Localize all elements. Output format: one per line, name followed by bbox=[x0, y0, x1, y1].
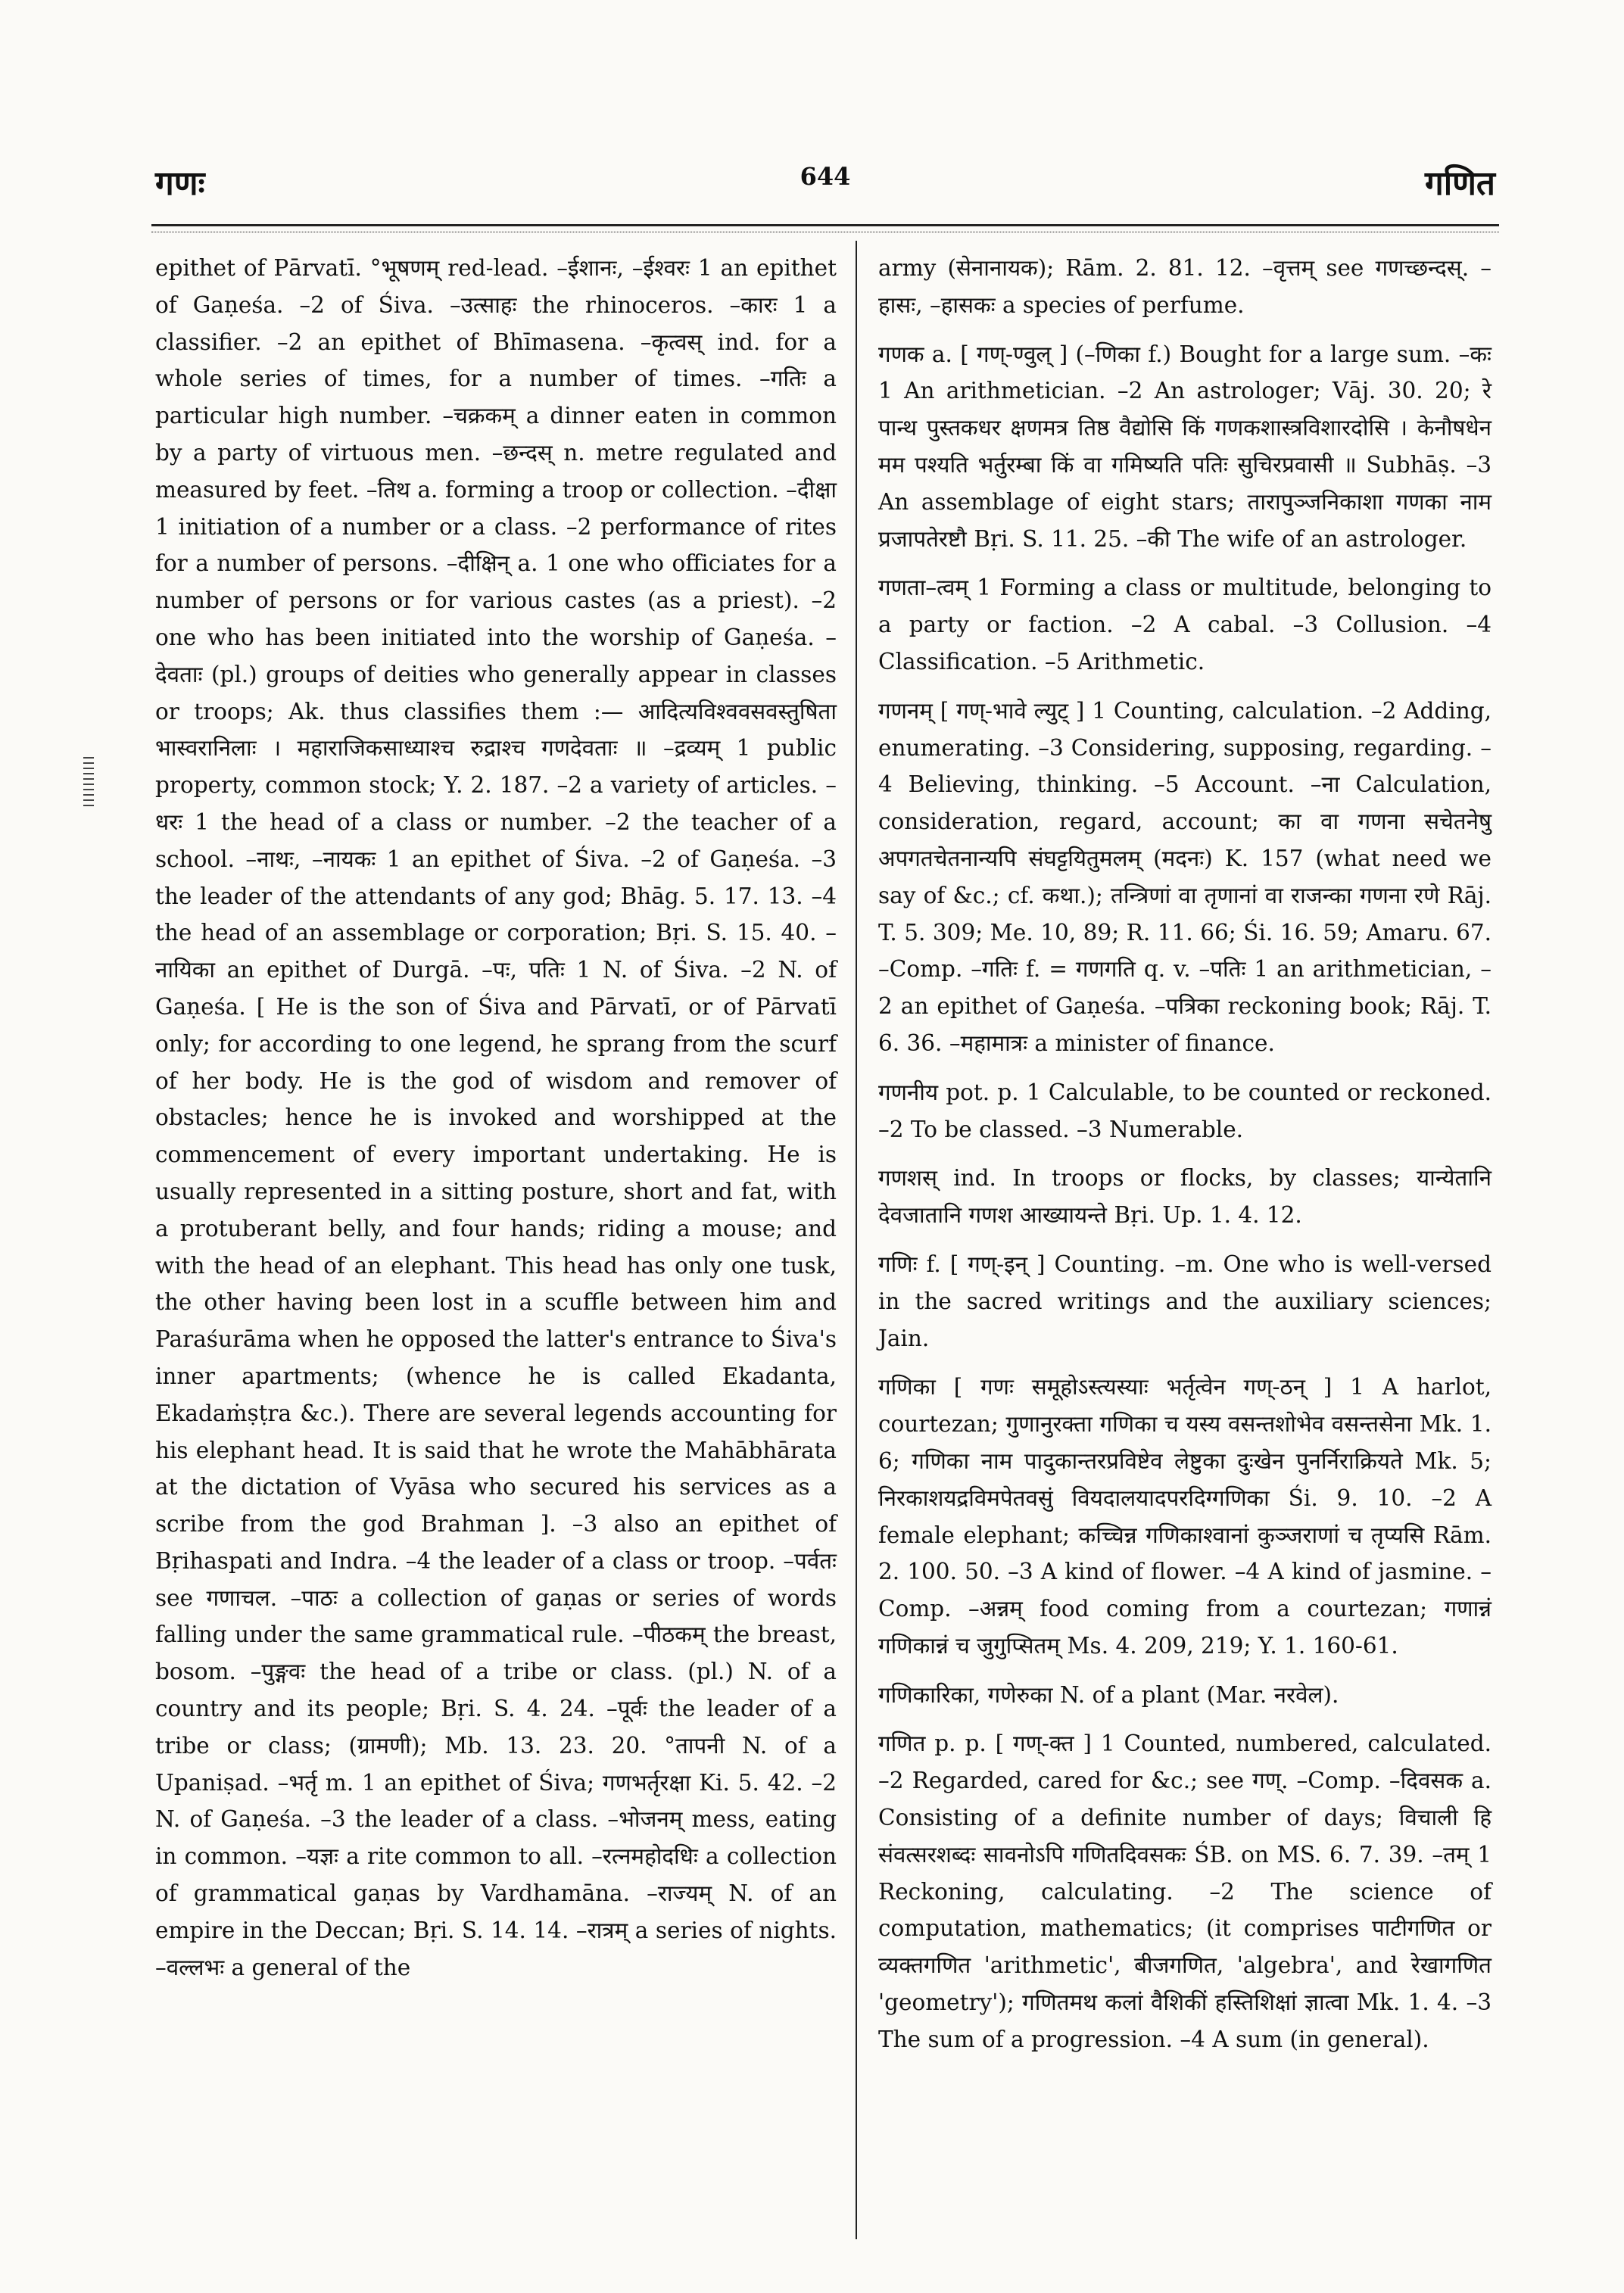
dictionary-entry bbox=[878, 1369, 1492, 1664]
dictionary-entry bbox=[878, 336, 1492, 558]
dictionary-entry bbox=[878, 1160, 1492, 1234]
dictionary-entry bbox=[155, 250, 837, 1986]
entry-text: गणक a. [ गण्-ण्वुल् ] (–णिका f.) Bought for a large sum. –कः 1 An arithmetician. –2 An astrologer; Vāj. 30. 20; रे पान्थ पुस्तकधर क्षणमत्र तिष्ठ वैद्योसि किं गणकशास्त्रविशारदोसि । केनौषधेन मम पश्यति भर्तुरम्बा किं वा गमिष्यति पतिः सुचिरप्रवासी ॥ Subhāṣ. –3 An assemblage of eight stars; तारापुञ्जनिकाशा गणका नाम प्रजापतेरष्टौ Bṛi. S. 11. 25. –की The wife of an astrologer. bbox=[878, 341, 1492, 552]
header-rule bbox=[151, 224, 1499, 226]
dictionary-entry bbox=[878, 1725, 1492, 2058]
entry-text: गणिकारिका, गणेरुका N. of a plant (Mar. नरवेल). bbox=[878, 1681, 1339, 1708]
entry-text: गणनम् [ गण्-भावे ल्युट् ] 1 Counting, calculation. –2 Adding, enumerating. –3 Considering, supposing, regarding. –4 Believing, thinking. –5 Account. –ना Calculation, consideration, regard, account; का वा गणना सचेतनेषु अपगतचेतनान्यपि संघट्टयितुमलम् (मदनः) K. 157 (what need we say of &c.; cf. कथा.); तन्त्रिणां वा तृणानां वा राजन्का गणना रणे Rāj. T. 5. 309; Me. 10, 89; R. 11. 66; Śi. 16. 59; Amaru. 67. –Comp. –गतिः f. = गणगति q. v. –पतिः 1 an arithmetician, –2 an epithet of Gaṇeśa. –पत्रिका reckoning book; Rāj. T. 6. 36. –महामात्रः a minister of finance. bbox=[878, 697, 1492, 1056]
dictionary-entry bbox=[878, 1677, 1492, 1714]
page-number: 644 bbox=[800, 162, 851, 191]
right-column bbox=[878, 250, 1492, 2070]
right-guide-word: गणित bbox=[1424, 164, 1495, 203]
dictionary-entry bbox=[878, 250, 1492, 324]
dictionary-entry bbox=[878, 1246, 1492, 1357]
left-guide-word: गणः bbox=[155, 164, 205, 203]
dictionary-entry bbox=[878, 569, 1492, 680]
page-header bbox=[155, 151, 1495, 220]
dictionary-entry bbox=[878, 693, 1492, 1062]
margin-mark bbox=[83, 757, 94, 810]
entry-text: गणनीय pot. p. 1 Calculable, to be counted or reckoned. –2 To be classed. –3 Numerable. bbox=[878, 1079, 1492, 1142]
entry-text: गणित p. p. [ गण्-क्त ] 1 Counted, numbered, calculated. –2 Regarded, cared for &c.; see गण्. –Comp. –दिवसक a. Consisting of a definite number of days; विचाली हि संवत्सरशब्दः सावनोऽपि गणितदिवसकः ŚB. on MS. 6. 7. 39. –तम् 1 Reckoning, calculating. –2 The science of computation, mathematics; (it comprises पाटीगणित or व्यक्तगणित 'arithmetic', बीजगणित, 'algebra', and रेखागणित 'geometry'); गणितमथ कलां वैशिकीं हस्तिशिक्षां ज्ञात्वा Mk. 1. 4. –3 The sum of a progression. –4 A sum (in general). bbox=[878, 1731, 1492, 2052]
entry-text: गणिः f. [ गण्-इन् ] Counting. –m. One who is well-versed in the sacred writings and the auxiliary sciences; Jain. bbox=[878, 1251, 1492, 1351]
entry-text: army (सेनानायक); Rām. 2. 81. 12. –वृत्तम् see गणच्छन्दस्. –हासः, –हासकः a species of perfume. bbox=[878, 255, 1492, 318]
entry-text: epithet of Pārvatī. °भूषणम् red-lead. –ईशानः, –ईश्वरः 1 an epithet of Gaṇeśa. –2 of Śiva. –उत्साहः the rhinoceros. –कारः 1 a classifier. –2 an epithet of Bhīmasena. –कृत्वस् ind. for a whole series of times, for a number of times. –गतिः a particular high number. –चक्रकम् a dinner eaten in common by a party of virtuous men. –छन्दस् n. metre regulated and measured by feet. –तिथ a. forming a troop or collection. –दीक्षा 1 initiation of a number or a class. –2 performance of rites for a number of persons. –दीक्षिन् a. 1 one who officiates for a number of persons or for various castes (as a priest). –2 one who has been initiated into the worship of Gaṇeśa. –देवताः (pl.) groups of deities who generally appear in classes or troops; Ak. thus classifies them :— आदित्यविश्ववसवस्तुषिता भास्वरानिलाः । महाराजिकसाध्याश्च रुद्राश्च गणदेवताः ॥ –द्रव्यम् 1 public property, common stock; Y. 2. 187. –2 a variety of articles. –धरः 1 the head of a class or number. –2 the teacher of a school. –नाथः, –नायकः 1 an epithet of Śiva. –2 of Gaṇeśa. –3 the leader of the attendants of any god; Bhāg. 5. 17. 13. –4 the head of an assemblage or corporation; Bṛi. S. 15. 40. –नायिका an epithet of Durgā. –पः, पतिः 1 N. of Śiva. –2 N. of Gaṇeśa. [ He is the son of Śiva and Pārvatī, or of Pārvatī only; for according to one legend, he sprang from the scurf of her body. He is the god of wisdom and remover of obstacles; hence he is invoked and worshipped at the commencement of every important undertaking. He is usually represented in a sitting posture, short and fat, with a protuberant belly, and four hands; riding a mouse; and with the head of an elephant. This head has only one tusk, the other having been lost in a scuffle between him and Paraśurāma when he opposed the latter's entrance to Śiva's inner apartments; (whence he is called Ekadanta, Ekadaṁṣṭra &c.). There are several legends accounting for his elephant head. It is said that he wrote the Mahābhārata at the dictation of Vyāsa who secured his services as a scribe from the god Brahman ]. –3 also an epithet of Bṛihaspati and Indra. –4 the leader of a class or troop. –पर्वतः see गणाचल. –पाठः a collection of gaṇas or series of words falling under the same grammatical rule. –पीठकम् the breast, bosom. –पुङ्गवः the head of a tribe or class. (pl.) N. of a country and its people; Bṛi. S. 4. 24. –पूर्वः the leader of a tribe or class; (ग्रामणी); Mb. 13. 23. 20. °तापनी N. of a Upaniṣad. –भर्तृ m. 1 an epithet of Śiva; गणभर्तृरक्षा Ki. 5. 42. –2 N. of Gaṇeśa. –3 the leader of a class. –भोजनम् mess, eating in common. –यज्ञः a rite common to all. –रत्नमहोदधिः a collection of grammatical gaṇas by Vardhamāna. –राज्यम् N. of an empire in the Deccan; Bṛi. S. 14. 14. –रात्रम् a series of nights. –वल्लभः a general of the bbox=[155, 255, 837, 1980]
column-divider bbox=[856, 241, 857, 2239]
entry-text: गणिका [ गणः समूहोऽस्त्यस्याः भर्तृत्वेन गण्-ठन् ] 1 A harlot, courtezan; गुणानुरक्ता गणिका च यस्य वसन्तशोभेव वसन्तसेना Mk. 1. 6; गणिका नाम पादुकान्तरप्रविष्टेव लेष्टुका दुःखेन पुनर्निराक्रियते Mk. 5; निरकाशयद्रविमपेतवसुं वियदालयादपरदिग्गणिका Śi. 9. 10. –2 A female elephant; कच्चिन्न गणिकाश्वानां कुञ्जराणां च तृप्यसि Rām. 2. 100. 50. –3 A kind of flower. –4 A kind of jasmine. –Comp. –अन्नम् food coming from a courtezan; गणान्नं गणिकान्नं च जुगुप्सितम् Ms. 4. 209, 219; Y. 1. 160-61. bbox=[878, 1374, 1492, 1659]
dictionary-entry bbox=[878, 1074, 1492, 1148]
entry-text: गणता–त्वम् 1 Forming a class or multitude, belonging to a party or faction. –2 A cabal. –3 Collusion. –4 Classification. –5 Arithmetic. bbox=[878, 575, 1492, 675]
left-column bbox=[155, 250, 837, 1998]
entry-text: गणशस् ind. In troops or flocks, by classes; यान्येतानि देवजातानि गणश आख्यायन्ते Bṛi. Up. 1. 4. 12. bbox=[878, 1165, 1492, 1229]
